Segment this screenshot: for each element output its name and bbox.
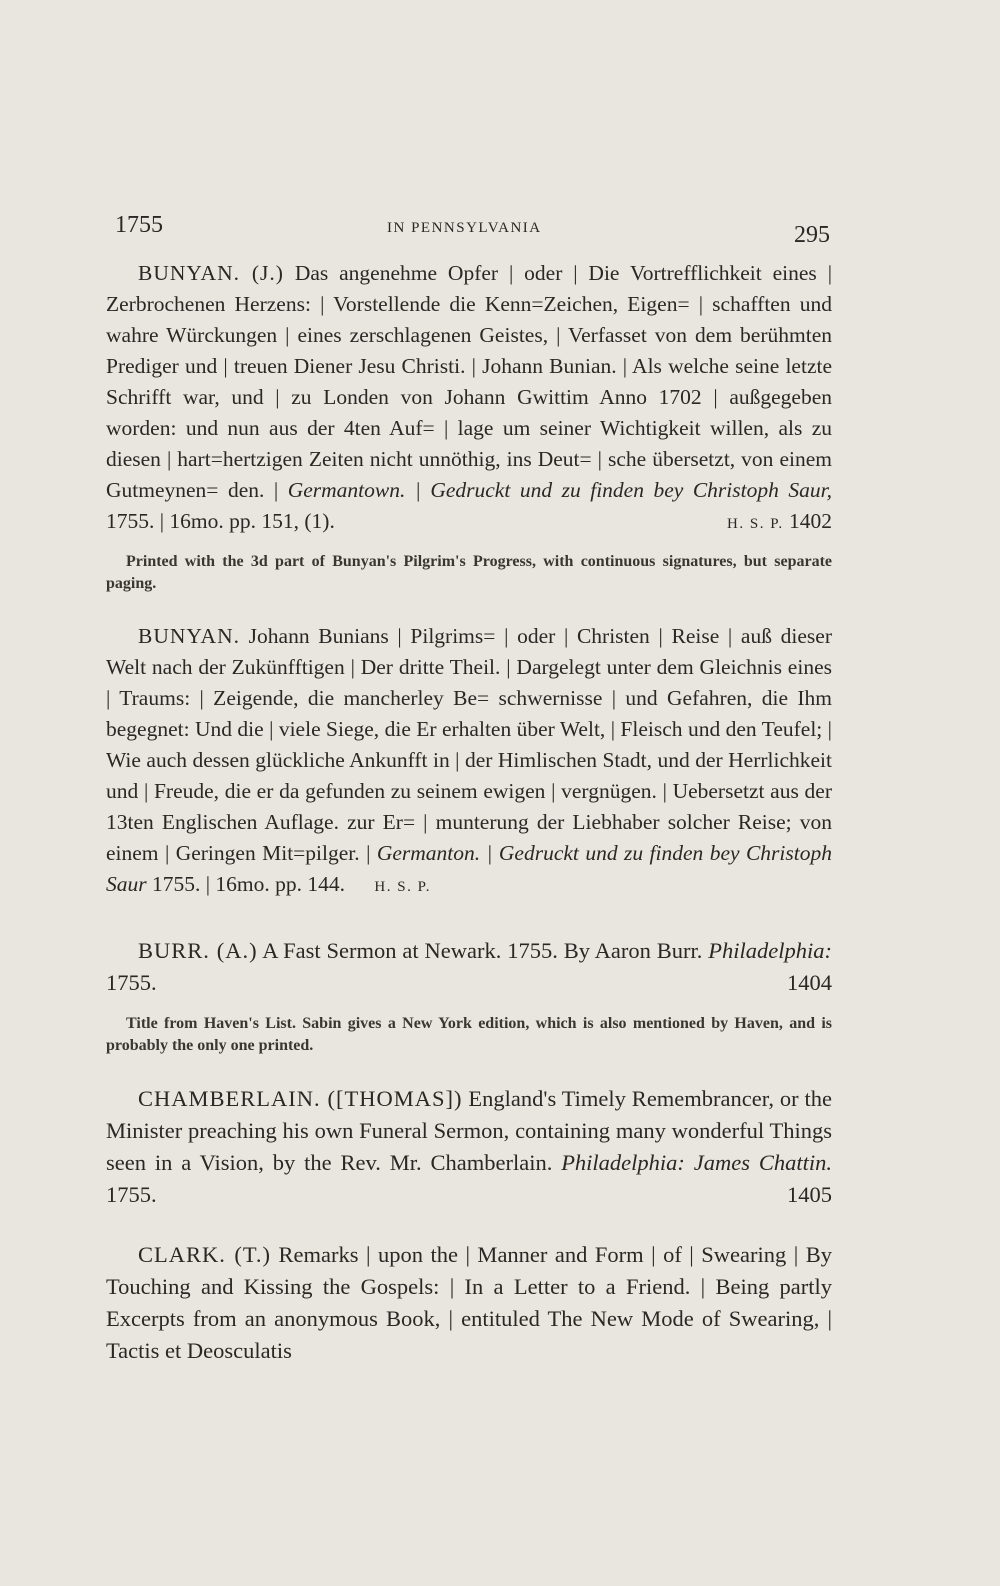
entry-collation: 1755. | 16mo. pp. 151, (1). [106, 509, 335, 533]
entry-title-text: Johann Bunians | Pilgrims= | oder | Christen | Reise | auß dieser Welt nach der Zukünfftigen | Der dritte Theil. | Dargelegt unter dem Gleichnis eines | Traums: | Zeigende, die mancherley Be= schwernisse | und Gefahren, die Ihm begegnet: Und die | viele Siege, die Er erhalten über Welt, | Fleisch und den Teufel; | Wie auch dessen glückliche Ankunfft in | der Himlischen Stadt, und der Herrlichkeit und | Freude, die er da gefunden zu seinem ewigen | vergnügen. | Uebersetzt aus der 13ten Englischen Auflage. zur Er= | munterung der Liebhaber solcher Reise; von einem | Geringen Mit=pilger. | [106, 624, 832, 865]
entry-note: Printed with the 3d part of Bunyan's Pilgrim's Progress, with continuous signatures, but separate paging. [106, 553, 832, 592]
entry-1402 [106, 258, 832, 537]
entry-number: 1402 [789, 509, 832, 533]
running-header [115, 212, 830, 252]
bibliography-entries [106, 258, 832, 1381]
header-year: 1755 [115, 212, 163, 238]
entry-title-text: Remarks | upon the | Manner and Form | of | Swearing | By Touching and Kissing the Gospels: | In a Letter to a Friend. | Being partly Excerpts from an anonymous Book, | entituled The New Mode of Swearing, | Tactis et Deosculatis [106, 1242, 833, 1363]
location-mark: H. S. P. [727, 516, 784, 532]
entry-title-text: Das angenehme Opfer | oder | Die Vortrefflichkeit eines | Zerbrochenen Herzens: | Vorstellende die Kenn=Zeichen, Eigen= | schafften und wahre Würckungen | eines zerschlagenen Geistes, | Verfasset von dem berühmten Prediger und | treuen Diener Jesu Christi. | Johann Bunian. | Als welche seine letzte Schrifft war, und | zu Londen von Johann Gwittim Anno 1702 | außgegeben worden: und nun aus der 4ten Auf= | lage um seiner Wichtigkeit willen, als zu diesen | hart=hertzigen Zeiten nicht unnöthig, ins Deut= | sche übersetzt, von einem Gutmeynen= den. | [106, 261, 832, 502]
entry-title-text: England's Timely Remembrancer, or the Minister preaching his own Funeral Sermon, containing many wonderful Things seen in a Vision, by the Rev. Mr. Chamberlain. [106, 1086, 832, 1175]
entry-imprint: Philadelphia: [708, 938, 832, 963]
entry-number: 1404 [787, 970, 832, 995]
entry-heading: CHAMBERLAIN. ([THOMAS]) [138, 1086, 463, 1111]
entry-note: Title from Haven's List. Sabin gives a New York edition, which is also mentioned by Haven, and is probably the only one printed. [106, 1015, 832, 1054]
entry-imprint: Germanton. | Gedruckt und zu finden bey Christoph Saur [106, 841, 832, 896]
entry-heading: BUNYAN. [138, 624, 240, 648]
entry-imprint: Philadelphia: James Chattin. [561, 1150, 832, 1175]
entry-1405 [106, 1083, 832, 1211]
page-number: 295 [794, 222, 830, 248]
entry-heading: BURR. (A.) [138, 938, 258, 963]
entry-collation: 1755. [106, 1182, 157, 1207]
header-title: IN PENNSYLVANIA [387, 220, 542, 236]
entry-title-text: A Fast Sermon at Newark. 1755. By Aaron Burr. [262, 938, 709, 963]
entry-collation: 1755. [106, 970, 157, 995]
entry-heading: CLARK. (T.) [138, 1242, 272, 1267]
entry-heading: BUNYAN. (J.) [138, 261, 284, 285]
entry-1404 [106, 935, 832, 999]
entry-number: 1405 [787, 1182, 832, 1207]
entry-imprint: Germantown. | Gedruckt und zu finden bey Christoph Saur, [287, 478, 832, 502]
entry-1403 [106, 621, 832, 903]
location-mark: H. S. P. [374, 879, 432, 895]
entry-collation: 1755. | 16mo. pp. 144. [152, 872, 346, 896]
entry-clark [106, 1239, 832, 1367]
